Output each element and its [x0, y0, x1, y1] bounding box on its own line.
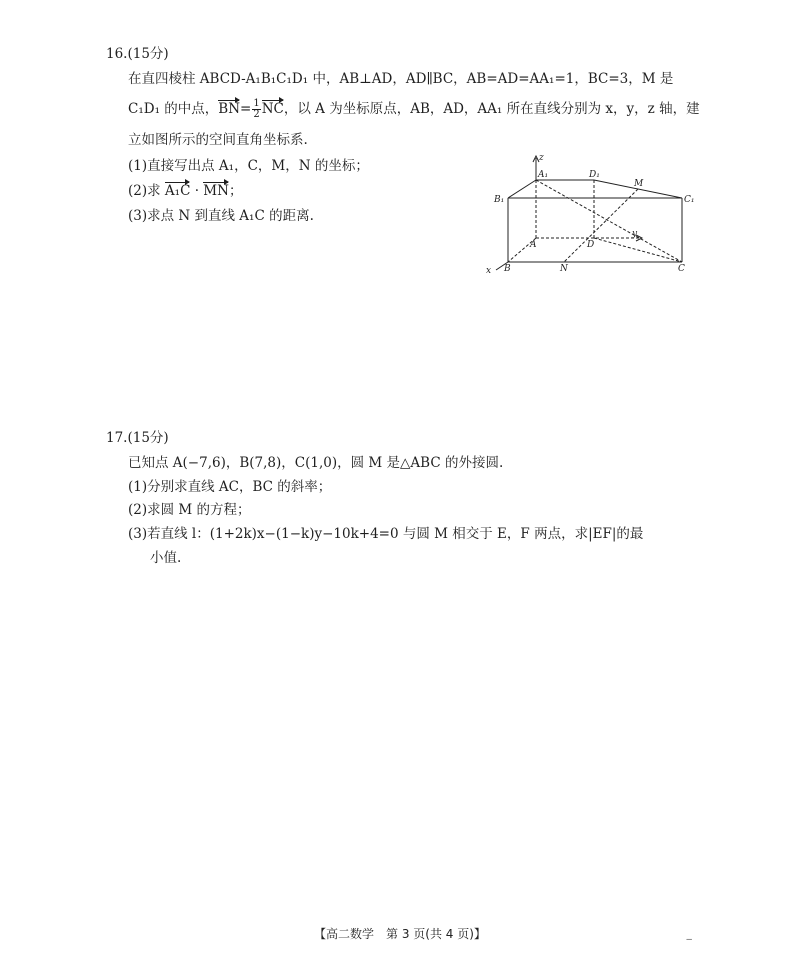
q17-item-1: (1)分别求直线 AC，BC 的斜率；: [128, 479, 332, 495]
edge-d-c: [594, 238, 682, 262]
q16-item-3: (3)求点 N 到直线 A₁C 的距离.: [128, 208, 314, 224]
q17-item-3: (3)若直线 l：(1+2k)x−(1−k)y−10k+4=0 与圆 M 相交于 E，F 两点，求|EF|的最: [128, 526, 644, 542]
q16-item2-start: (2)求: [128, 183, 165, 199]
fraction-one-half: [252, 99, 260, 120]
q17-text-line1: 已知点 A(−7,6)，B(7,8)，C(1,0)，圆 M 是△ABC 的外接圆.: [128, 455, 504, 471]
label-c: C: [678, 264, 685, 274]
q16-header: 16.(15分): [106, 46, 169, 62]
q17-header: 17.(15分): [106, 430, 169, 446]
dot-operator: ·: [190, 183, 204, 199]
label-n: N: [560, 264, 568, 274]
vector-nc: NC: [261, 101, 284, 117]
label-d1: D₁: [589, 170, 600, 180]
label-x: x: [486, 266, 492, 276]
segment-a1-c: [536, 180, 682, 262]
label-y: y: [632, 229, 638, 239]
fraction-denominator: 2: [253, 109, 260, 120]
vector-a1c: A₁C: [164, 183, 191, 199]
label-a: A: [530, 240, 537, 250]
label-m: M: [634, 179, 644, 189]
vector-bn: BN: [218, 101, 241, 117]
corner-mark: ‒: [686, 934, 693, 945]
label-a1: A₁: [538, 170, 549, 180]
page-footer: 【高二数学 第 3 页(共 4 页)】: [314, 927, 486, 941]
vector-mn: MN: [203, 183, 229, 199]
label-c1: C₁: [684, 195, 695, 205]
prism-coordinate-figure: [484, 150, 700, 276]
equals-sign: =: [240, 101, 252, 117]
label-b: B: [504, 264, 511, 274]
q16-line2-end: ，以 A 为坐标原点，AB，AD，AA₁ 所在直线分别为 x，y，z 轴，建: [283, 101, 700, 117]
edge-a1-b1: [508, 180, 536, 198]
q16-text-line1: 在直四棱柱 ABCD-A₁B₁C₁D₁ 中，AB⊥AD，AD∥BC，AB=AD=AA₁=1，BC=3，M 是: [128, 71, 674, 87]
q16-item-1: (1)直接写出点 A₁，C，M，N 的坐标；: [128, 158, 369, 174]
label-b1: B₁: [494, 195, 505, 205]
label-z: z: [539, 153, 544, 163]
label-d: D: [587, 240, 595, 250]
q16-line2-start: C₁D₁ 的中点，: [128, 101, 219, 117]
q16-text-line3: 立如图所示的空间直角坐标系.: [128, 132, 308, 148]
segment-m-n: [564, 189, 638, 262]
q17-item-3-continued: 小值.: [150, 550, 182, 566]
q16-item2-end: ；: [228, 183, 243, 199]
q17-item-2: (2)求圆 M 的方程；: [128, 502, 251, 518]
q16-item-2: [128, 181, 242, 201]
fraction-numerator: 1: [253, 98, 260, 109]
q16-text-line2: [128, 99, 700, 120]
